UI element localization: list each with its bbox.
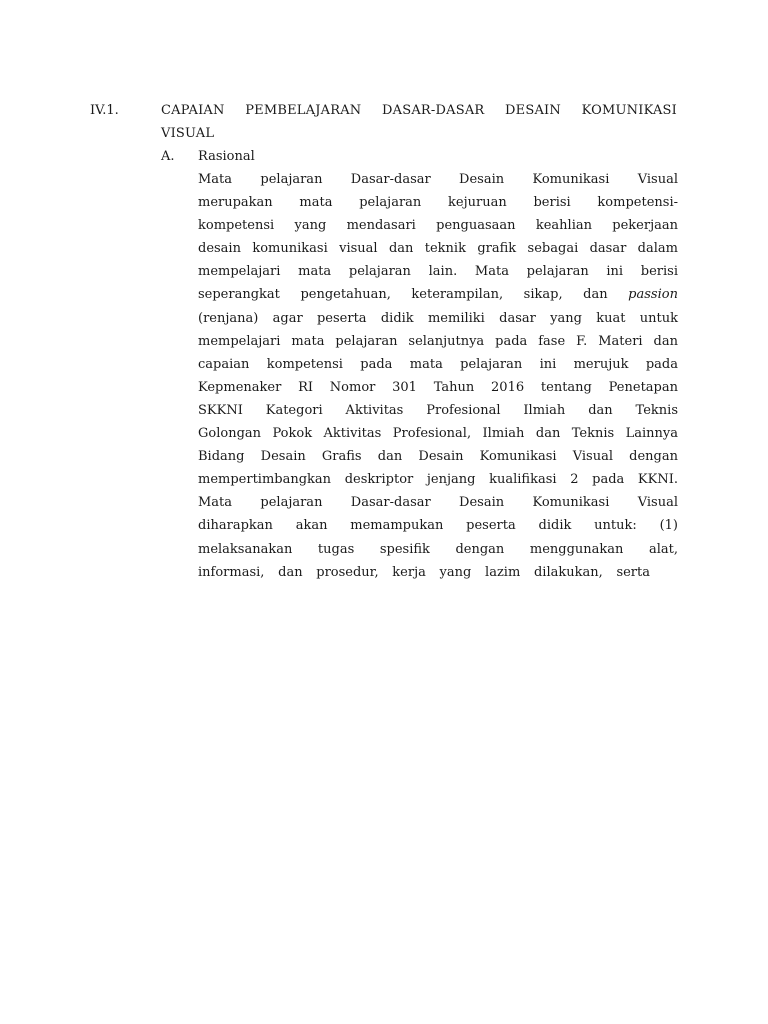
italic-word: passion bbox=[628, 287, 678, 303]
body-line: Mata pelajaran Dasar-dasar Desain Komunikasi Visual bbox=[198, 172, 678, 187]
body-word: seperangkat bbox=[198, 287, 280, 303]
section-title-line-1: CAPAIAN PEMBELAJARAN DASAR-DASAR DESAIN KOMUNIKASI bbox=[161, 103, 677, 118]
body-line: SKKNI Kategori Aktivitas Profesional Ilmiah dan Teknis bbox=[198, 402, 678, 418]
body-line: (renjana) agar peserta didik memiliki dasar yang kuat untuk bbox=[198, 310, 678, 326]
section-title-line-2: VISUAL bbox=[161, 126, 215, 141]
body-word: keterampilan, bbox=[411, 287, 504, 303]
body-line: kompetensi yang mendasari penguasaan keahlian pekerjaan bbox=[198, 218, 678, 234]
body-line-with-italic bbox=[198, 283, 678, 306]
body-line: informasi, dan prosedur, kerja yang lazim dilakukan, serta bbox=[198, 564, 650, 580]
section-title bbox=[161, 99, 677, 145]
body-line: melaksanakan tugas spesifik dengan menggunakan alat, bbox=[198, 541, 678, 557]
body-line: merupakan mata pelajaran kejuruan berisi kompetensi- bbox=[198, 195, 678, 211]
body-line: diharapkan akan memampukan peserta didik untuk: (1) bbox=[198, 518, 678, 534]
subsection-letter: A. bbox=[161, 149, 175, 164]
subsection-title: Rasional bbox=[198, 149, 255, 164]
body-line: Mata pelajaran Dasar-dasar Desain Komunikasi Visual bbox=[198, 495, 678, 511]
body-line: mempelajari mata pelajaran selanjutnya pada fase F. Materi dan bbox=[198, 333, 678, 349]
body-word: pengetahuan, bbox=[300, 287, 391, 303]
body-word: dan bbox=[583, 287, 608, 303]
section-number: IV.1. bbox=[90, 103, 119, 118]
body-line: mempertimbangkan deskriptor jenjang kualifikasi 2 pada KKNI. bbox=[198, 472, 678, 488]
body-line: mempelajari mata pelajaran lain. Mata pelajaran ini berisi bbox=[198, 264, 678, 280]
body-line: Bidang Desain Grafis dan Desain Komunikasi Visual dengan bbox=[198, 449, 678, 465]
body-line: Kepmenaker RI Nomor 301 Tahun 2016 tentang Penetapan bbox=[198, 379, 678, 395]
body-line: Golongan Pokok Aktivitas Profesional, Ilmiah dan Teknis Lainnya bbox=[198, 426, 678, 442]
body-line: desain komunikasi visual dan teknik grafik sebagai dasar dalam bbox=[198, 241, 678, 257]
body-paragraph bbox=[198, 168, 678, 584]
body-word: sikap, bbox=[523, 287, 563, 303]
body-line: capaian kompetensi pada mata pelajaran ini merujuk pada bbox=[198, 356, 678, 372]
